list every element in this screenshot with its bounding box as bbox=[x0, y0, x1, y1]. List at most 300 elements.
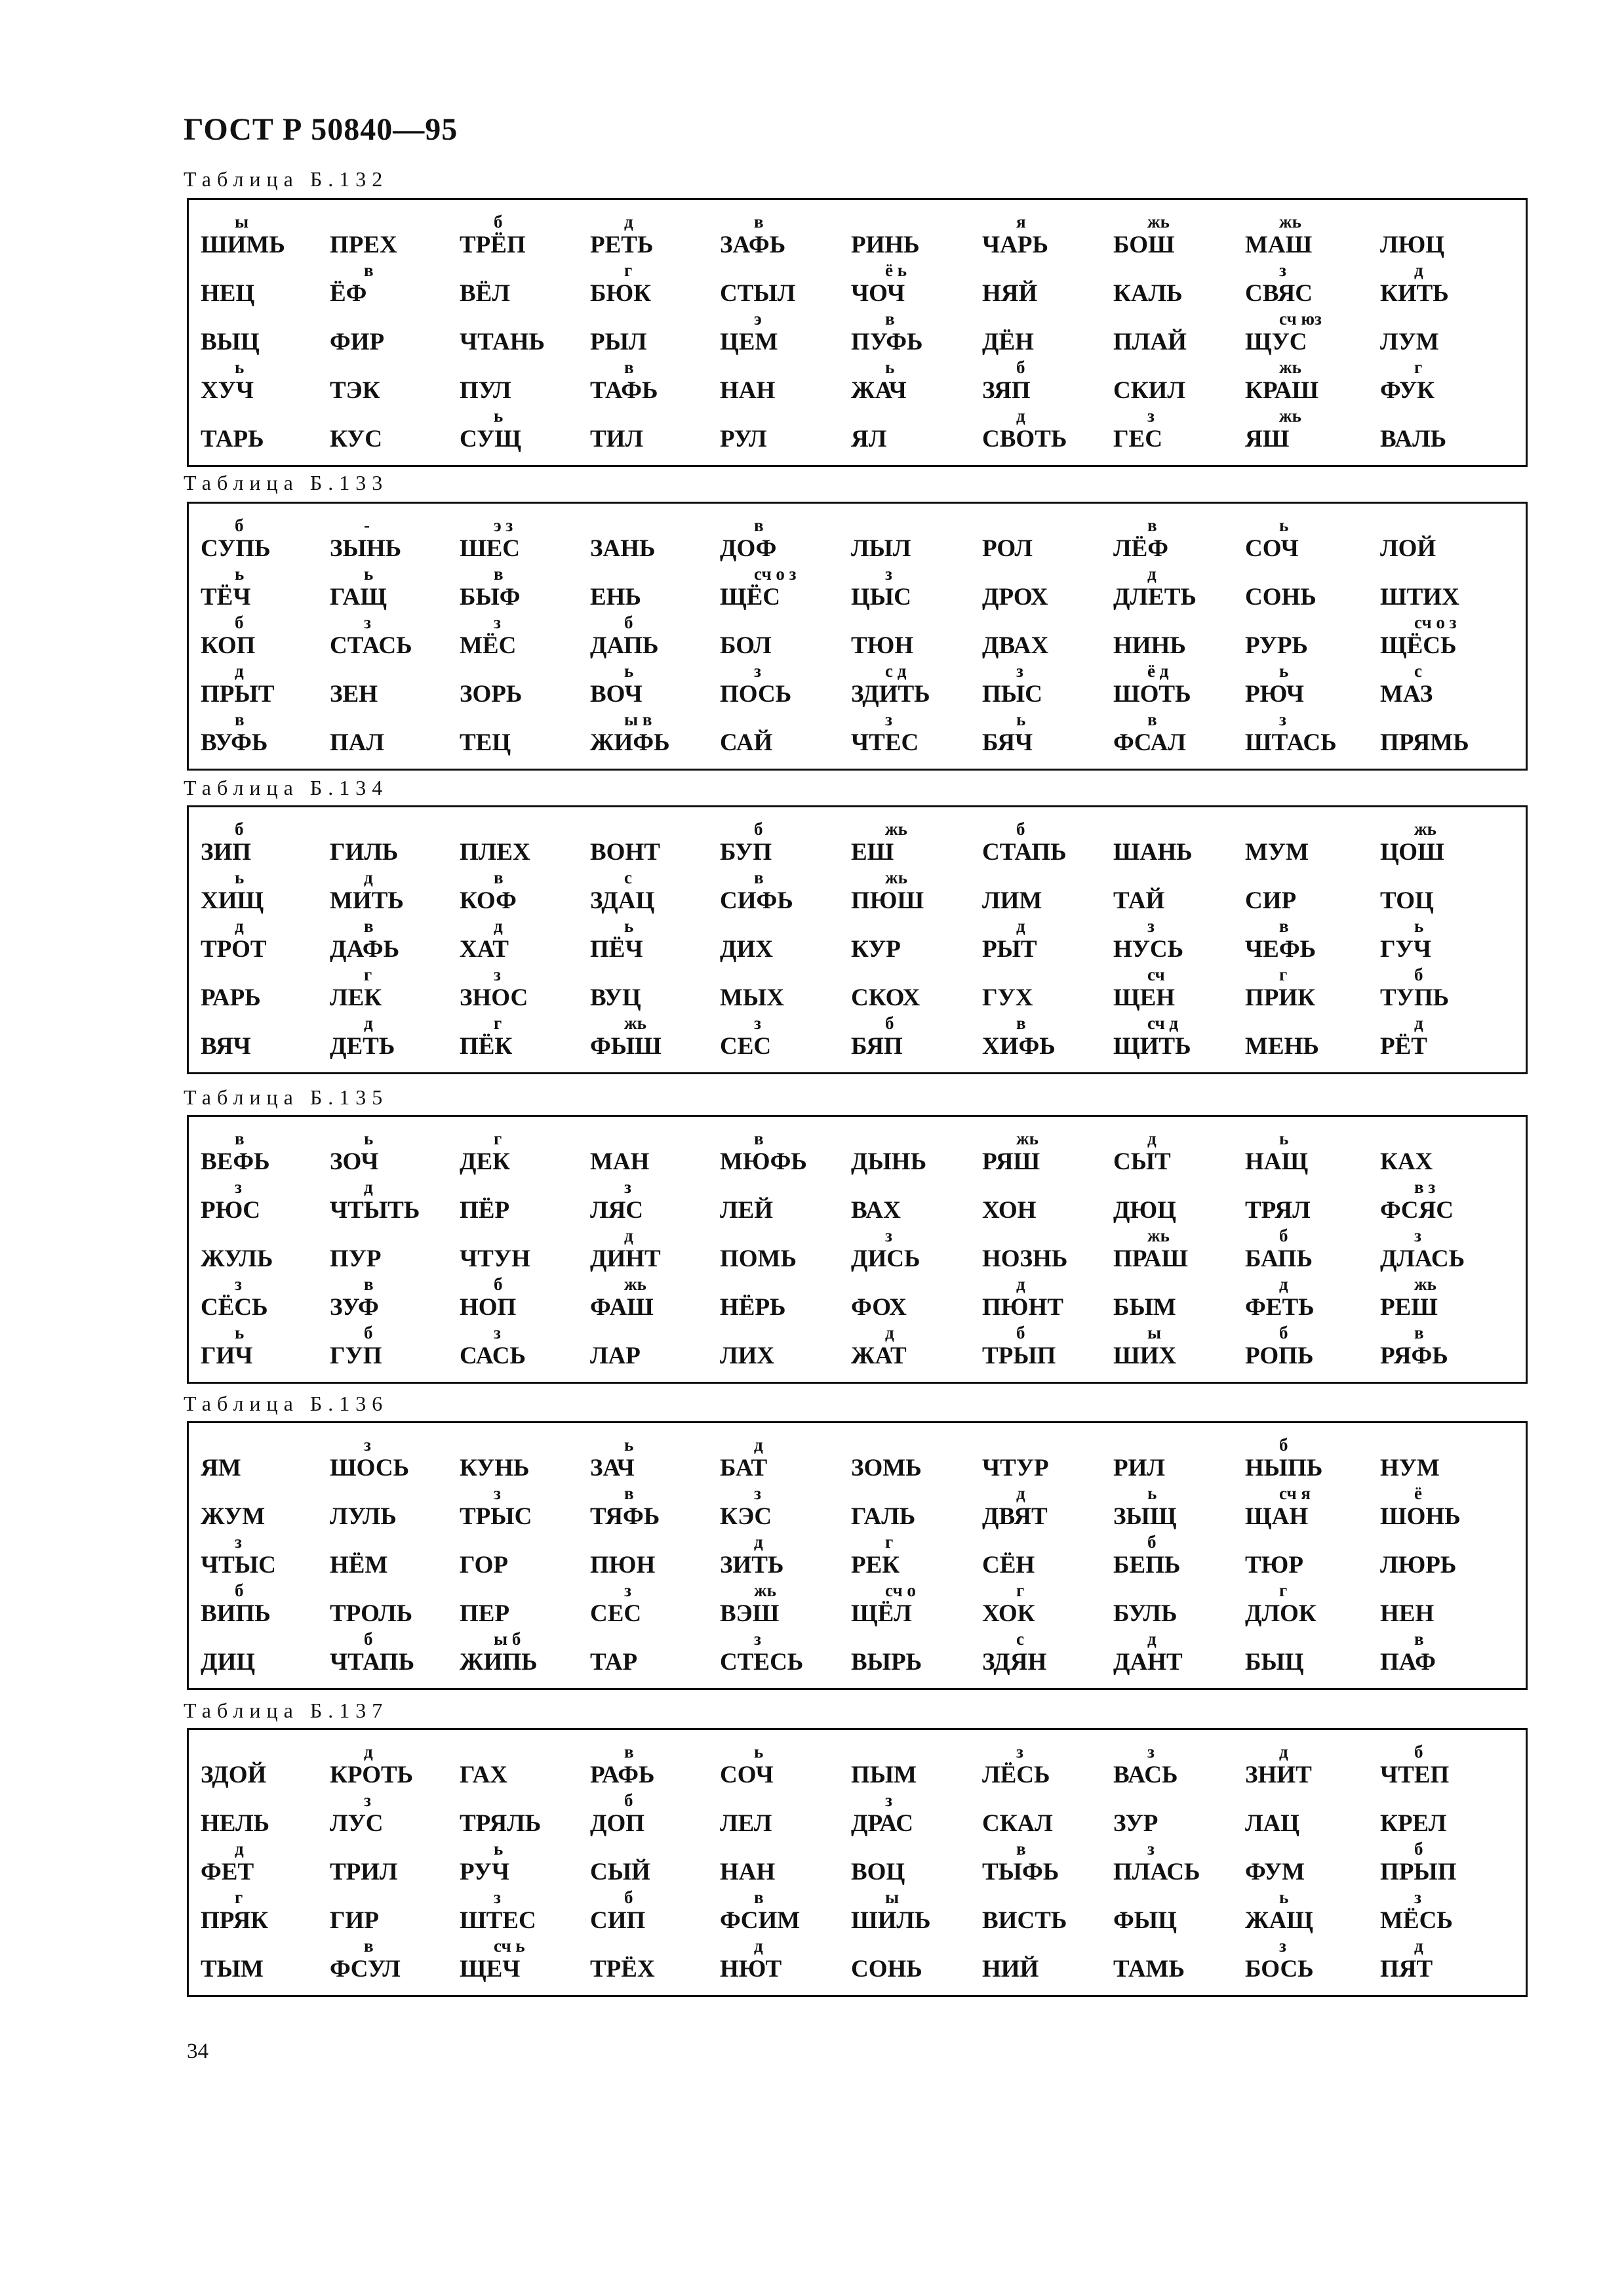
word-table bbox=[187, 1115, 1528, 1384]
table-word: ПЮНТ bbox=[982, 1294, 1063, 1321]
table-word: ПЯТ bbox=[1380, 1956, 1433, 1983]
stress-mark: д bbox=[1016, 406, 1025, 426]
table-word: ТЭК bbox=[330, 377, 380, 404]
table-word: ЖИПЬ bbox=[460, 1649, 538, 1676]
table-word: ЛИХ bbox=[720, 1342, 775, 1369]
table-word: ЯШ bbox=[1245, 426, 1290, 453]
table-word: КОП bbox=[201, 632, 256, 659]
table-word: КАЛЬ bbox=[1113, 280, 1183, 307]
stress-mark: в bbox=[1147, 515, 1157, 535]
table-word: ТЮН bbox=[851, 632, 914, 659]
table-word: НУМ bbox=[1380, 1455, 1440, 1481]
stress-mark: б bbox=[364, 1629, 373, 1649]
table-word: КУР bbox=[851, 936, 901, 963]
table-word: ТЮР bbox=[1245, 1552, 1303, 1579]
table-word: ЛЕЛ bbox=[720, 1810, 772, 1837]
table-word: ЦЫС bbox=[851, 584, 911, 611]
table-word: БЯП bbox=[851, 1033, 903, 1060]
table-word: СОЧ bbox=[720, 1762, 774, 1788]
table-word: ШЕС bbox=[460, 535, 521, 562]
stress-mark: з bbox=[1279, 1936, 1286, 1956]
table-word: МАН bbox=[590, 1148, 650, 1175]
table-word: ПРЕХ bbox=[330, 232, 397, 258]
table-word: КРЕЛ bbox=[1380, 1810, 1447, 1837]
stress-mark: з bbox=[494, 613, 501, 632]
stress-mark: г bbox=[1414, 357, 1423, 377]
table-word: РУЧ bbox=[460, 1859, 509, 1885]
table-word: ВЯЧ bbox=[201, 1033, 251, 1060]
stress-mark: з bbox=[1016, 1742, 1023, 1762]
table-word: МАШ bbox=[1245, 232, 1313, 258]
table-word: ЧАРЬ bbox=[982, 232, 1048, 258]
stress-mark: ь bbox=[1414, 916, 1424, 936]
stress-mark: б bbox=[235, 613, 244, 632]
table-word: ЧТЫС bbox=[201, 1552, 276, 1579]
word-table bbox=[187, 502, 1528, 771]
table-word: РУРЬ bbox=[1245, 632, 1308, 659]
table-word: ТРЫП bbox=[982, 1342, 1056, 1369]
table-word: ФСИМ bbox=[720, 1907, 801, 1934]
table-word: НАН bbox=[720, 377, 776, 404]
table-word: ЛЕЙ bbox=[720, 1197, 774, 1224]
table-word: СВОТЬ bbox=[982, 426, 1067, 453]
table-word: ШТЕС bbox=[460, 1907, 536, 1934]
stress-mark: ь bbox=[1016, 710, 1026, 729]
table-word: ДРАС bbox=[851, 1810, 913, 1837]
table-word: ТЫМ bbox=[201, 1956, 264, 1983]
stress-mark: г bbox=[885, 1532, 894, 1552]
table-word: ЗДАЦ bbox=[590, 887, 655, 914]
stress-mark: д bbox=[624, 212, 633, 232]
stress-mark: э з bbox=[494, 515, 513, 535]
table-word: ФЫШ bbox=[590, 1033, 662, 1060]
table-word: ЛЁФ bbox=[1113, 535, 1169, 562]
table-word: ГИР bbox=[330, 1907, 379, 1934]
stress-mark: з bbox=[235, 1274, 242, 1294]
stress-mark: д bbox=[1147, 564, 1157, 584]
page-number: 34 bbox=[187, 2040, 208, 2063]
table-word: РЕК bbox=[851, 1552, 900, 1579]
table-word: ПУЛ bbox=[460, 377, 511, 404]
table-word: НЕЦ bbox=[201, 280, 255, 307]
table-word: РУЛ bbox=[720, 426, 767, 453]
stress-mark: д bbox=[1414, 1013, 1423, 1033]
stress-mark: ь bbox=[235, 564, 245, 584]
table-word: РАРЬ bbox=[201, 984, 261, 1011]
table-word: ВЫРЬ bbox=[851, 1649, 922, 1676]
stress-mark: з bbox=[1147, 406, 1155, 426]
stress-mark: б bbox=[494, 212, 503, 232]
table-word: ЧЕФЬ bbox=[1245, 936, 1317, 963]
table-word: ПЁЧ bbox=[590, 936, 643, 963]
stress-mark: д bbox=[1414, 260, 1423, 280]
table-word: НОЗНЬ bbox=[982, 1245, 1068, 1272]
table-word: ЩЁСЬ bbox=[1380, 632, 1457, 659]
stress-mark: б bbox=[235, 819, 244, 839]
table-word: ДЛОК bbox=[1245, 1600, 1317, 1627]
table-word: ШТАСЬ bbox=[1245, 729, 1337, 756]
table-word: ПЛАЙ bbox=[1113, 329, 1187, 355]
table-word: ПЮН bbox=[590, 1552, 656, 1579]
table-word: ЗНИТ bbox=[1245, 1762, 1312, 1788]
table-word: МЁСЬ bbox=[1380, 1907, 1453, 1934]
table-word: САЙ bbox=[720, 729, 773, 756]
table-word: РЫТ bbox=[982, 936, 1037, 963]
stress-mark: в bbox=[754, 1887, 764, 1907]
table-word: ЧТАПЬ bbox=[330, 1649, 415, 1676]
stress-mark: з bbox=[1279, 260, 1286, 280]
stress-mark: г bbox=[1279, 1581, 1288, 1600]
table-word: ПЮШ bbox=[851, 887, 924, 914]
table-word: ЖАТ bbox=[851, 1342, 907, 1369]
table-word: ТЫФЬ bbox=[982, 1859, 1060, 1885]
table-word: КУНЬ bbox=[460, 1455, 530, 1481]
stress-mark: в bbox=[754, 1129, 764, 1148]
table-word: ДЫНЬ bbox=[851, 1148, 927, 1175]
table-word: ГЕС bbox=[1113, 426, 1162, 453]
table-word: НЁРЬ bbox=[720, 1294, 786, 1321]
table-word: ГИЧ bbox=[201, 1342, 253, 1369]
table-word: ЗОМЬ bbox=[851, 1455, 922, 1481]
stress-mark: з bbox=[494, 965, 501, 984]
stress-mark: б bbox=[1016, 357, 1025, 377]
stress-mark: ь bbox=[1279, 661, 1289, 681]
table-word: ЩУС bbox=[1245, 329, 1307, 355]
table-word: ТЁЧ bbox=[201, 584, 251, 611]
table-word: ЗАЧ bbox=[590, 1455, 635, 1481]
stress-mark: жь bbox=[1147, 1226, 1170, 1245]
table-word: ЧОЧ bbox=[851, 280, 905, 307]
table-word: ЩАН bbox=[1245, 1503, 1309, 1530]
table-word: МЕНЬ bbox=[1245, 1033, 1319, 1060]
table-word: МУМ bbox=[1245, 839, 1309, 866]
table-word: ШАНЬ bbox=[1113, 839, 1193, 866]
table-word: КАХ bbox=[1380, 1148, 1433, 1175]
table-word: СУПЬ bbox=[201, 535, 271, 562]
table-word: ЗДОЙ bbox=[201, 1762, 267, 1788]
table-word: ДИХ bbox=[720, 936, 773, 963]
table-word: СОНЬ bbox=[1245, 584, 1317, 611]
stress-mark: д bbox=[235, 916, 244, 936]
table-word: ЗДИТЬ bbox=[851, 681, 930, 708]
stress-mark: жь bbox=[1279, 406, 1301, 426]
table-word: ЗУР bbox=[1113, 1810, 1159, 1837]
table-word: ЩИТЬ bbox=[1113, 1033, 1191, 1060]
table-word: ЩЁЛ bbox=[851, 1600, 912, 1627]
stress-mark: з bbox=[364, 613, 371, 632]
table-word: ГИЛЬ bbox=[330, 839, 399, 866]
stress-mark: ь bbox=[624, 916, 634, 936]
table-word: НАЩ bbox=[1245, 1148, 1309, 1175]
table-word: ЗНОС bbox=[460, 984, 528, 1011]
stress-mark: з bbox=[1016, 661, 1023, 681]
stress-mark: ь bbox=[885, 357, 895, 377]
stress-mark: в bbox=[1016, 1013, 1026, 1033]
stress-mark: в bbox=[494, 868, 504, 887]
table-word: ДЛАСЬ bbox=[1380, 1245, 1465, 1272]
stress-mark: в bbox=[1016, 1839, 1026, 1859]
stress-mark: в bbox=[1414, 1323, 1424, 1342]
stress-mark: з bbox=[1414, 1887, 1421, 1907]
table-word: ВОЧ bbox=[590, 681, 643, 708]
table-word: ДАФЬ bbox=[330, 936, 400, 963]
table-word: ДАПЬ bbox=[590, 632, 659, 659]
table-word: ЛЮРЬ bbox=[1380, 1552, 1457, 1579]
stress-mark: ь bbox=[754, 1742, 764, 1762]
word-table bbox=[187, 805, 1528, 1074]
stress-mark: жь bbox=[624, 1013, 646, 1033]
table-word: КОФ bbox=[460, 887, 517, 914]
stress-mark: в bbox=[885, 309, 895, 329]
table-word: ПРЫТ bbox=[201, 681, 275, 708]
table-word: ДОП bbox=[590, 1810, 645, 1837]
stress-mark: г bbox=[364, 965, 372, 984]
stress-mark: ь bbox=[235, 1323, 245, 1342]
table-word: СОЧ bbox=[1245, 535, 1299, 562]
table-word: ЛЕК bbox=[330, 984, 382, 1011]
table-word: ЗАФЬ bbox=[720, 232, 786, 258]
table-word: ТРЁХ bbox=[590, 1956, 655, 1983]
table-word: СИП bbox=[590, 1907, 646, 1934]
stress-mark: в bbox=[1279, 916, 1289, 936]
table-word: ТОЦ bbox=[1380, 887, 1434, 914]
table-word: ГУП bbox=[330, 1342, 382, 1369]
table-word: ФСАЛ bbox=[1113, 729, 1186, 756]
stress-mark: б bbox=[1016, 819, 1025, 839]
table-word: ПАЛ bbox=[330, 729, 385, 756]
table-word: ФЕТ bbox=[201, 1859, 254, 1885]
table-word: ВАСЬ bbox=[1113, 1762, 1178, 1788]
table-word: МАЗ bbox=[1380, 681, 1433, 708]
stress-mark: ё bbox=[1414, 1483, 1422, 1503]
table-word: ХИЩ bbox=[201, 887, 264, 914]
stress-mark: д bbox=[235, 1839, 244, 1859]
stress-mark: жь bbox=[754, 1581, 776, 1600]
table-word: ПОСЬ bbox=[720, 681, 792, 708]
table-word: ЦОШ bbox=[1380, 839, 1444, 866]
stress-mark: ь bbox=[1279, 515, 1289, 535]
table-word: ВУФЬ bbox=[201, 729, 268, 756]
table-word: НОП bbox=[460, 1294, 517, 1321]
table-word: ЖАЩ bbox=[1245, 1907, 1313, 1934]
table-word: НУСЬ bbox=[1113, 936, 1184, 963]
table-word: ШИЛЬ bbox=[851, 1907, 931, 1934]
table-word: БОСЬ bbox=[1245, 1956, 1314, 1983]
table-word: ДАНТ bbox=[1113, 1649, 1183, 1676]
table-word: ЛАЦ bbox=[1245, 1810, 1300, 1837]
stress-mark: э bbox=[754, 309, 762, 329]
stress-mark: б bbox=[1414, 965, 1423, 984]
table-word: ГАХ bbox=[460, 1762, 507, 1788]
table-word: ПУР bbox=[330, 1245, 382, 1272]
table-word: ДВЯТ bbox=[982, 1503, 1048, 1530]
table-word: ЗЕН bbox=[330, 681, 378, 708]
stress-mark: в bbox=[364, 916, 374, 936]
table-caption: Таблица Б.132 bbox=[184, 167, 389, 191]
table-word: РЕТЬ bbox=[590, 232, 654, 258]
stress-mark: ь bbox=[494, 406, 504, 426]
table-word: ДОФ bbox=[720, 535, 777, 562]
table-word: КЭС bbox=[720, 1503, 772, 1530]
stress-mark: б bbox=[364, 1323, 373, 1342]
stress-mark: ь bbox=[494, 1839, 504, 1859]
table-word: ЛУЛЬ bbox=[330, 1503, 397, 1530]
table-word: ЕНЬ bbox=[590, 584, 641, 611]
stress-mark: ь bbox=[624, 1435, 634, 1455]
table-word: НЯЙ bbox=[982, 280, 1038, 307]
table-word: ЛУС bbox=[330, 1810, 384, 1837]
stress-mark: д bbox=[364, 1177, 373, 1197]
table-word: РЮЧ bbox=[1245, 681, 1305, 708]
stress-mark: з bbox=[235, 1532, 242, 1552]
table-word: НЕЛЬ bbox=[201, 1810, 270, 1837]
stress-mark: б bbox=[235, 1581, 244, 1600]
table-word: ЧТУН bbox=[460, 1245, 530, 1272]
table-word: ТИЛ bbox=[590, 426, 644, 453]
table-word: ВУЦ bbox=[590, 984, 641, 1011]
stress-mark: в bbox=[624, 1742, 634, 1762]
table-word: ЧТЕП bbox=[1380, 1762, 1450, 1788]
stress-mark: з bbox=[1147, 1742, 1155, 1762]
table-word: ЛЯС bbox=[590, 1197, 644, 1224]
table-word: ТАМЬ bbox=[1113, 1956, 1185, 1983]
stress-mark: д bbox=[754, 1532, 763, 1552]
table-word: МЁС bbox=[460, 632, 517, 659]
table-word: СЕС bbox=[590, 1600, 642, 1627]
table-word: ЦЕМ bbox=[720, 329, 778, 355]
stress-mark: жь bbox=[1279, 357, 1301, 377]
table-word: ДИНТ bbox=[590, 1245, 661, 1272]
table-word: ТРЯЛЬ bbox=[460, 1810, 542, 1837]
word-table bbox=[187, 1728, 1528, 1997]
table-word: ЗАНЬ bbox=[590, 535, 656, 562]
table-word: ДЕТЬ bbox=[330, 1033, 395, 1060]
stress-mark: сч я bbox=[1279, 1483, 1311, 1503]
table-word: ВЁЛ bbox=[460, 280, 510, 307]
table-word: РЯФЬ bbox=[1380, 1342, 1448, 1369]
stress-mark: д bbox=[1414, 1936, 1423, 1956]
table-word: ГУХ bbox=[982, 984, 1033, 1011]
table-word: ПРЫП bbox=[1380, 1859, 1457, 1885]
table-word: КИТЬ bbox=[1380, 280, 1449, 307]
table-word: СТЫЛ bbox=[720, 280, 796, 307]
table-word: ЧТЫТЬ bbox=[330, 1197, 420, 1224]
table-word: КУС bbox=[330, 426, 382, 453]
stress-mark: ь bbox=[1279, 1129, 1289, 1148]
table-word: ВОЦ bbox=[851, 1859, 905, 1885]
stress-mark: з bbox=[885, 1226, 892, 1245]
table-word: СКАЛ bbox=[982, 1810, 1053, 1837]
stress-mark: д bbox=[624, 1226, 633, 1245]
table-word: ЗЯП bbox=[982, 377, 1031, 404]
table-word: ЖАЧ bbox=[851, 377, 907, 404]
stress-mark: б bbox=[1016, 1323, 1025, 1342]
table-word: СЫЙ bbox=[590, 1859, 650, 1885]
table-word: СТЕСЬ bbox=[720, 1649, 804, 1676]
table-word: ПЫМ bbox=[851, 1762, 917, 1788]
stress-mark: з bbox=[235, 1177, 242, 1197]
stress-mark: з bbox=[494, 1483, 501, 1503]
table-word: ЗЫЩ bbox=[1113, 1503, 1177, 1530]
table-word: ШОНЬ bbox=[1380, 1503, 1461, 1530]
table-word: НИНЬ bbox=[1113, 632, 1186, 659]
table-word: ЛЮЦ bbox=[1380, 232, 1445, 258]
table-word: РЫЛ bbox=[590, 329, 647, 355]
table-word: БОЛ bbox=[720, 632, 772, 659]
stress-mark: в bbox=[624, 1483, 634, 1503]
table-word: ВЭШ bbox=[720, 1600, 780, 1627]
table-word: ПЫС bbox=[982, 681, 1042, 708]
table-word: ВИПЬ bbox=[201, 1600, 271, 1627]
table-word: БЕПЬ bbox=[1113, 1552, 1181, 1579]
stress-mark: з bbox=[1147, 1839, 1155, 1859]
word-table bbox=[187, 1421, 1528, 1690]
table-word: БУП bbox=[720, 839, 772, 866]
stress-mark: д bbox=[754, 1936, 763, 1956]
table-word: ЧТУР bbox=[982, 1455, 1049, 1481]
table-word: ЗИП bbox=[201, 839, 252, 866]
stress-mark: жь bbox=[885, 868, 907, 887]
table-word: ПРЯМЬ bbox=[1380, 729, 1469, 756]
table-word: ВИСТЬ bbox=[982, 1907, 1067, 1934]
stress-mark: г bbox=[494, 1013, 502, 1033]
table-word: ЗОРЬ bbox=[460, 681, 523, 708]
stress-mark: жь bbox=[1414, 819, 1436, 839]
table-word: ТРЫС bbox=[460, 1503, 532, 1530]
table-word: БЮК bbox=[590, 280, 651, 307]
stress-mark: ы bbox=[1147, 1323, 1162, 1342]
table-word: ЖУЛЬ bbox=[201, 1245, 273, 1272]
stress-mark: д bbox=[235, 661, 244, 681]
stress-mark: з bbox=[624, 1177, 631, 1197]
table-word: ЧТЕС bbox=[851, 729, 919, 756]
stress-mark: д bbox=[1016, 1483, 1025, 1503]
stress-mark: з bbox=[364, 1435, 371, 1455]
stress-mark: з bbox=[754, 661, 761, 681]
table-word: НЫПЬ bbox=[1245, 1455, 1323, 1481]
table-word: РИНЬ bbox=[851, 232, 920, 258]
table-word: ТАР bbox=[590, 1649, 638, 1676]
table-word: ЗДЯН bbox=[982, 1649, 1047, 1676]
table-word: СИР bbox=[1245, 887, 1297, 914]
table-word: РЁТ bbox=[1380, 1033, 1427, 1060]
stress-mark: с д bbox=[885, 661, 907, 681]
table-word: ТРОТ bbox=[201, 936, 267, 963]
table-word: ФУК bbox=[1380, 377, 1435, 404]
table-word: РЕШ bbox=[1380, 1294, 1438, 1321]
table-caption: Таблица Б.136 bbox=[184, 1392, 389, 1415]
stress-mark: в bbox=[364, 260, 374, 280]
stress-mark: жь bbox=[885, 819, 907, 839]
stress-mark: жь bbox=[1279, 212, 1301, 232]
stress-mark: з bbox=[885, 1790, 892, 1810]
stress-mark: б bbox=[1147, 1532, 1157, 1552]
table-caption: Таблица Б.134 bbox=[184, 776, 389, 799]
stress-mark: г bbox=[624, 260, 633, 280]
table-word: ШТИХ bbox=[1380, 584, 1459, 611]
table-word: ДИЦ bbox=[201, 1649, 256, 1676]
stress-mark: д bbox=[1016, 1274, 1025, 1294]
stress-mark: ь bbox=[235, 868, 245, 887]
table-word: ЛОЙ bbox=[1380, 535, 1436, 562]
table-word: ТЯФЬ bbox=[590, 1503, 660, 1530]
stress-mark: ь bbox=[235, 357, 245, 377]
table-word: ХАТ bbox=[460, 936, 509, 963]
table-word: ТРОЛЬ bbox=[330, 1600, 413, 1627]
stress-mark: сч о bbox=[885, 1581, 916, 1600]
table-word: КРОТЬ bbox=[330, 1762, 414, 1788]
table-word: СВЯС bbox=[1245, 280, 1313, 307]
